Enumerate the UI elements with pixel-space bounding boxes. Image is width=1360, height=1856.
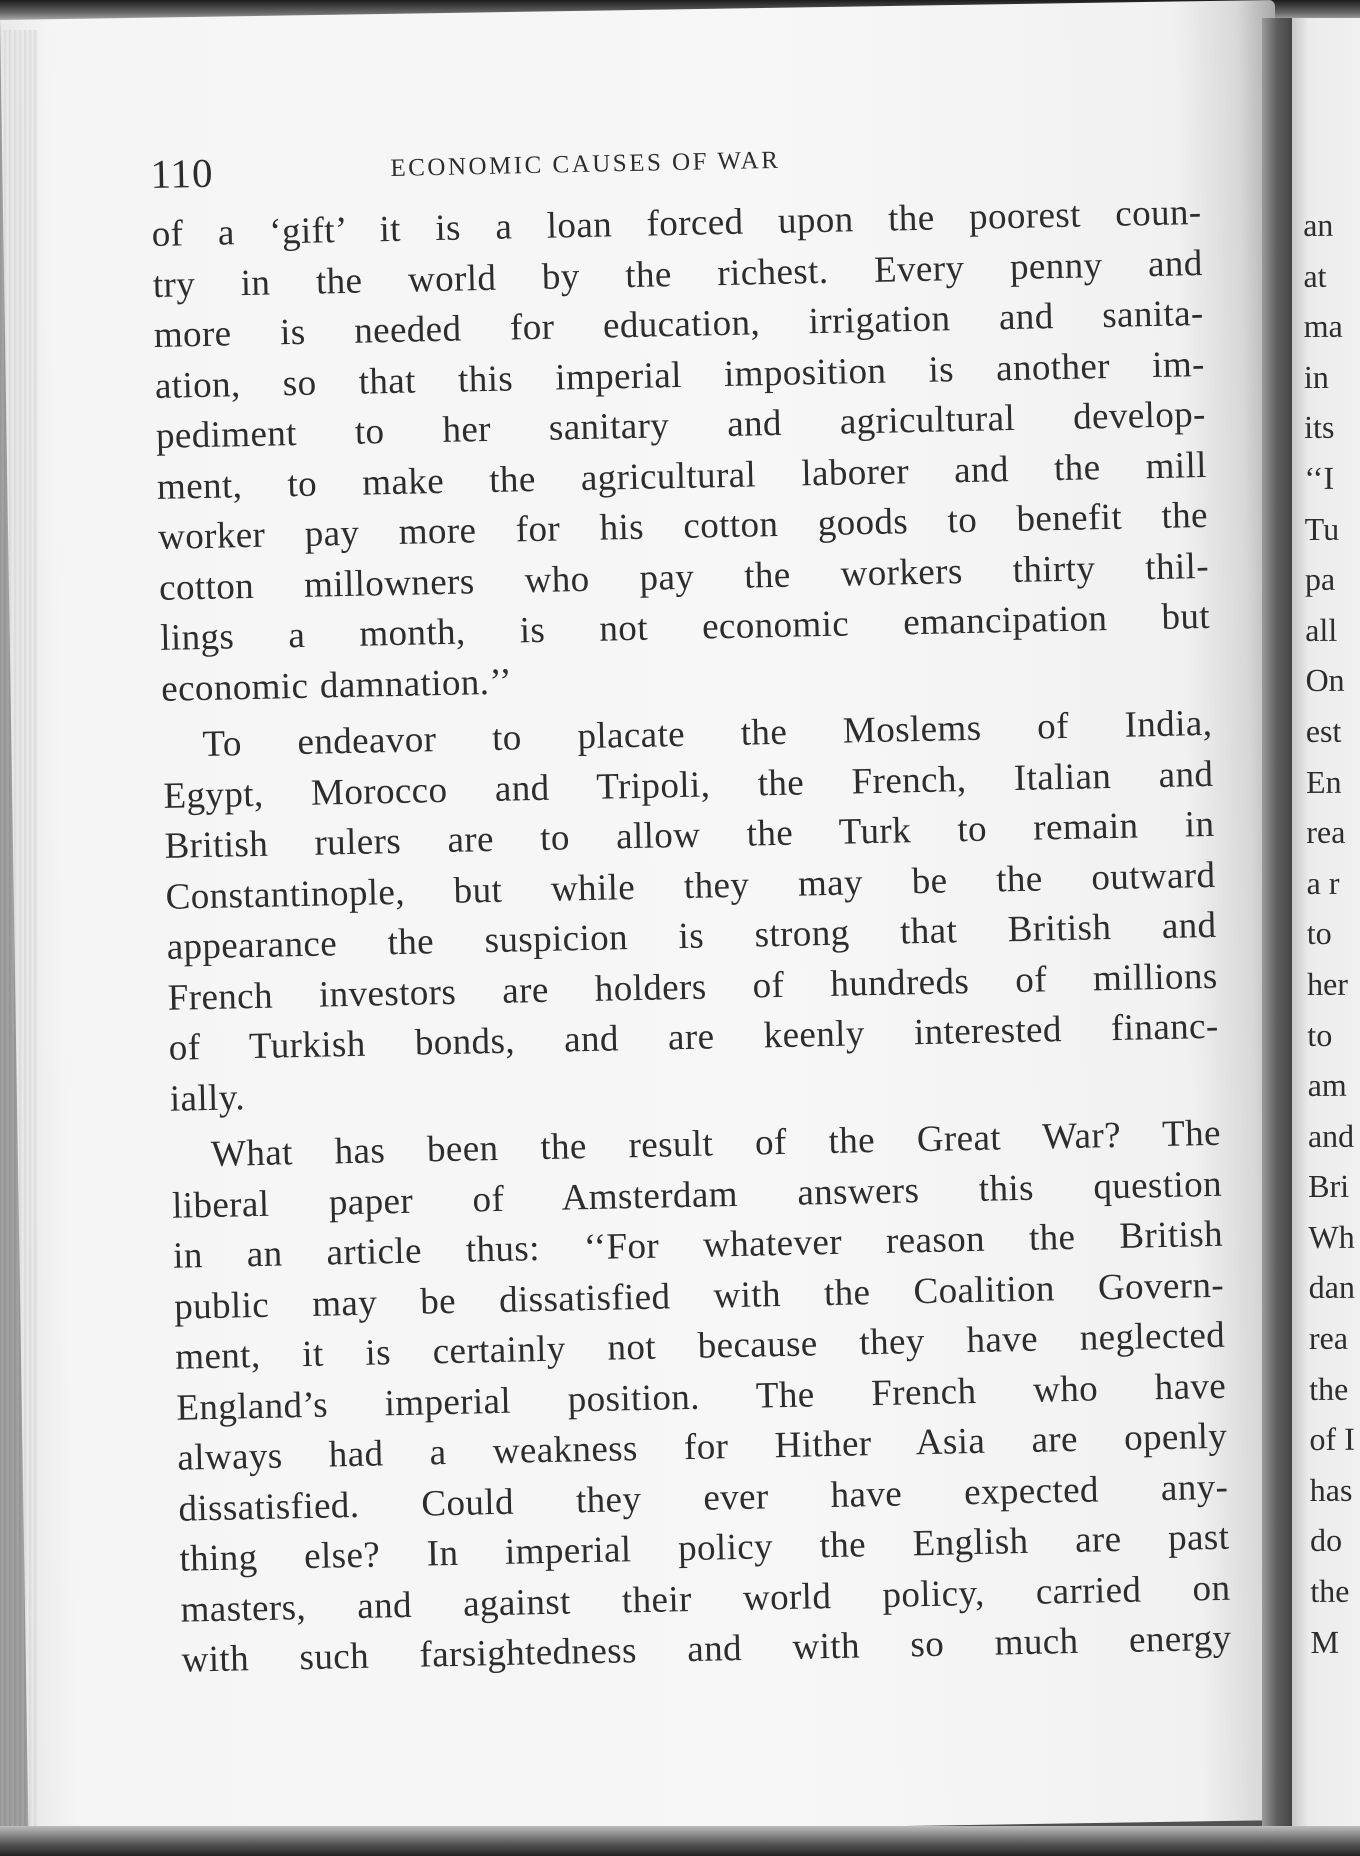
- book-gutter: [1262, 18, 1296, 1838]
- facing-page-fragment: has: [1309, 1471, 1353, 1508]
- facing-page-fragment: at: [1303, 257, 1327, 294]
- facing-page-fragment: to: [1307, 1016, 1333, 1053]
- text-line: of Turkish bonds, and are keenly interested financ-: [168, 1005, 1220, 1069]
- facing-page-fragment: her: [1307, 965, 1349, 1002]
- facing-page-fragment: En: [1305, 763, 1342, 800]
- page-text-block: [150, 128, 1232, 1686]
- facing-page-fragment: the: [1310, 1572, 1350, 1610]
- facing-page-fragment: all: [1305, 611, 1338, 648]
- text-line: ment, it is certainly not because they have neglected: [174, 1314, 1226, 1378]
- text-line: England’s imperial position. The French who have: [175, 1365, 1227, 1429]
- text-line: What has been the result of the Great War? The: [210, 1112, 1222, 1175]
- text-line: economic damnation.’’: [160, 661, 513, 710]
- text-line: of a ‘gift’ it is a loan forced upon the poorest coun-: [151, 191, 1202, 255]
- text-line: pediment to her sanitary and agricultural develop-: [155, 393, 1207, 457]
- facing-page-fragment: in: [1303, 358, 1329, 395]
- facing-page-fragment: an: [1303, 206, 1334, 243]
- text-line: public may be dissatisfied with the Coalition Govern-: [173, 1264, 1225, 1328]
- text-line: ially.: [169, 1076, 246, 1120]
- text-line: with such farsightedness and with so much energy: [181, 1617, 1232, 1681]
- facing-page-fragment: ‘‘I: [1304, 459, 1335, 496]
- facing-page-fragment: Wh: [1308, 1218, 1355, 1255]
- text-line: ation, so that this imperial imposition is another im-: [154, 343, 1206, 407]
- facing-page-fragment: the: [1309, 1370, 1349, 1407]
- facing-page-fragment: do: [1309, 1522, 1343, 1559]
- paragraph-1: [151, 188, 1211, 715]
- text-line: Constantinople, but while they may be the outward: [165, 854, 1216, 918]
- text-line: To endeavor to placate the Moslems of India,: [202, 702, 1213, 766]
- facing-page-fragment: and: [1307, 1117, 1355, 1154]
- facing-page-fragment: to: [1306, 915, 1332, 952]
- text-line: British rulers are to allow the Turk to remain in: [164, 803, 1215, 867]
- facing-page-fragment: On: [1305, 662, 1345, 699]
- text-line: dissatisfied. Could they ever have expected any-: [178, 1466, 1229, 1530]
- facing-page-fragment: Bri: [1308, 1168, 1350, 1205]
- text-line: in an article thus: ‘‘For whatever reason the British: [172, 1213, 1224, 1277]
- text-line: cotton millowners who pay the workers thirty thil-: [158, 545, 1210, 609]
- bottom-binding-shadow: [0, 1826, 1360, 1856]
- text-line: liberal paper of Amsterdam answers this question: [171, 1163, 1223, 1227]
- facing-page-fragment: rea: [1306, 813, 1346, 851]
- facing-page-text: [1303, 200, 1360, 1668]
- page-edge-stack: [0, 30, 38, 1830]
- facing-page-fragment: Tu: [1304, 510, 1340, 547]
- text-line: appearance the suspicion is strong that British and: [166, 904, 1217, 968]
- text-line: ment, to make the agricultural laborer and the mill: [156, 444, 1208, 508]
- facing-page-fragment: rea: [1308, 1319, 1349, 1357]
- text-line: worker pay more for his cotton goods to benefit the: [157, 494, 1209, 558]
- paragraph-3: [171, 1109, 1232, 1686]
- facing-page-fragment: its: [1304, 409, 1335, 446]
- running-head: ECONOMIC CAUSES OF WAR: [390, 146, 781, 182]
- page-number: 110: [150, 149, 214, 197]
- facing-page-fragment: M: [1310, 1623, 1340, 1660]
- text-line: masters, and against their world policy, carried on: [180, 1567, 1231, 1631]
- text-line: lings a month, is not economic emancipation but: [159, 595, 1211, 659]
- facing-page-fragment: ma: [1303, 307, 1343, 345]
- facing-page-fragment: of I: [1309, 1420, 1355, 1458]
- text-line: Egypt, Morocco and Tripoli, the French, Italian and: [163, 753, 1214, 817]
- text-line: more is needed for education, irrigation and sanita-: [153, 292, 1205, 356]
- facing-page-fragment: a r: [1306, 864, 1340, 901]
- facing-page-fragment: dan: [1308, 1269, 1355, 1306]
- text-line: always had a weakness for Hither Asia are openly: [176, 1415, 1228, 1479]
- text-line: thing else? In imperial policy the English are past: [179, 1516, 1230, 1580]
- facing-page-fragment: pa: [1304, 560, 1336, 598]
- text-line: try in the world by the richest. Every penny and: [152, 242, 1204, 306]
- text-line: French investors are holders of hundreds of millions: [167, 955, 1218, 1019]
- facing-page-fragment: am: [1307, 1066, 1347, 1104]
- facing-page-fragment: est: [1305, 712, 1342, 749]
- paragraph-2: [162, 699, 1220, 1125]
